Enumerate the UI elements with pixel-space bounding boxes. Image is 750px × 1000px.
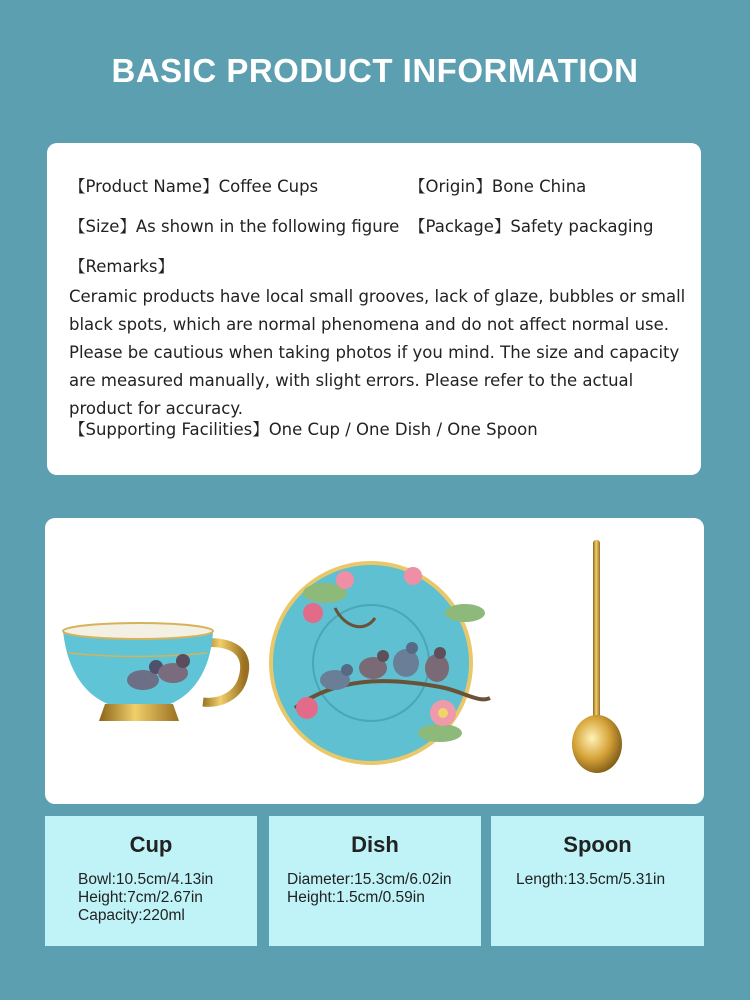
- spec-line: Height:7cm/2.67in: [78, 889, 203, 906]
- spec-lines: [287, 871, 452, 907]
- product-name: 【Product Name】Coffee Cups: [69, 177, 319, 196]
- page-title: BASIC PRODUCT INFORMATION: [111, 52, 639, 89]
- spec-heading: Spoon: [563, 832, 632, 857]
- spec-line: Capacity:220ml: [78, 907, 185, 924]
- product-image-card: [45, 518, 704, 804]
- teacup-icon: [63, 623, 245, 721]
- spec-table: [45, 816, 704, 946]
- spec-line: Bowl:10.5cm/4.13in: [78, 871, 214, 888]
- origin: 【Origin】Bone China: [409, 177, 587, 196]
- remarks-label: 【Remarks】: [69, 257, 174, 276]
- spec-lines: [516, 871, 665, 889]
- spec-dish: [269, 816, 481, 946]
- spec-heading: Dish: [351, 832, 399, 857]
- spec-spoon: [491, 816, 704, 946]
- supporting-facilities: 【Supporting Facilities】One Cup / One Dish / One Spoon: [69, 420, 538, 439]
- spec-heading: Cup: [129, 832, 173, 857]
- spec-lines: [78, 871, 213, 925]
- package: 【Package】Safety packaging: [409, 217, 654, 236]
- spoon-icon: [572, 540, 622, 773]
- remarks-text: Ceramic products have local small grooves, lack of glaze, bubbles or small black spots, which are normal phenomena and do not affect normal use. Please be cautious when taking photos if you mind. The size and capacity are measured manually, with slight errors. Please refer to the actual product for accuracy.: [69, 287, 686, 418]
- spec-line: Height:1.5cm/0.59in: [287, 889, 425, 906]
- size: 【Size】As shown in the following figure: [69, 217, 400, 236]
- spec-cup: [45, 816, 257, 946]
- product-info-card: [47, 143, 701, 475]
- spec-line: Length:13.5cm/5.31in: [516, 871, 666, 888]
- spec-line: Diameter:15.3cm/6.02in: [287, 871, 452, 888]
- saucer-icon: [269, 561, 490, 765]
